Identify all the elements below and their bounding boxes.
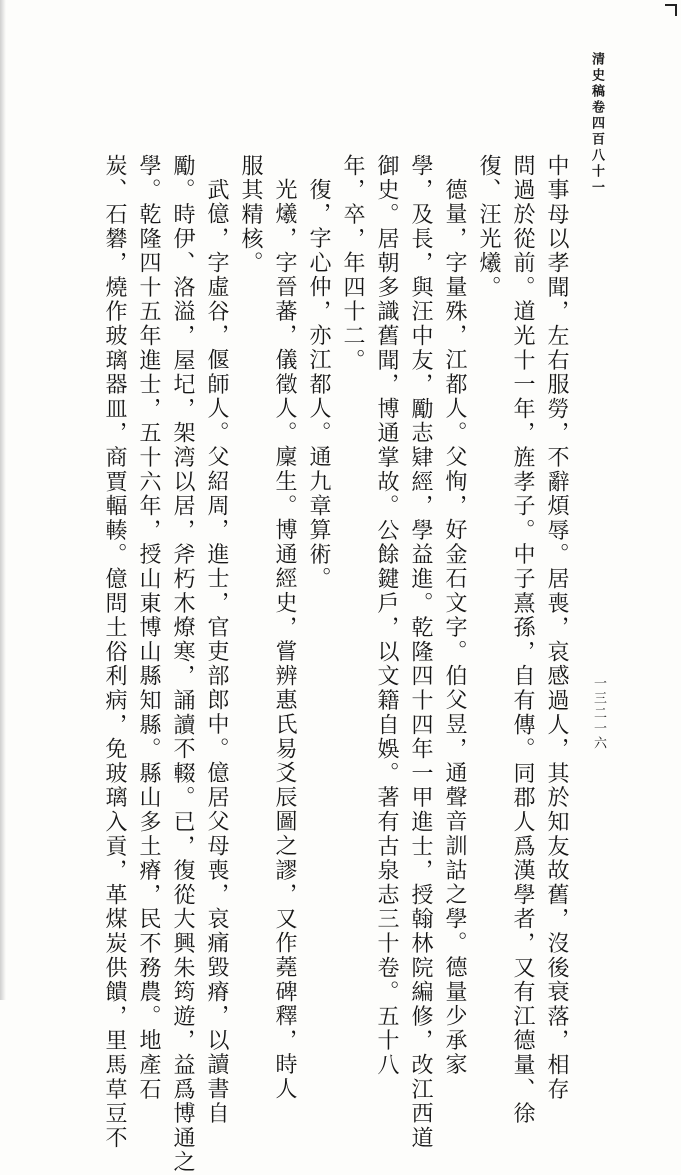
text-column-2: 問過於從前。道光十一年，旌孝子。中子熹孫，自有傳。同郡人爲漢學者，又有江德量、徐 [510, 154, 535, 1126]
text-column-3: 復、汪光爔。 [476, 154, 501, 300]
text-column-1: 中事母以孝聞，左右服勞，不辭煩辱。居喪，哀感過人，其於知友故舊，沒後衰落，相存 [544, 154, 569, 1102]
corner-mark [665, 4, 677, 16]
text-column-9: 光爔，字晉蕃，儀徵人。廩生。博通經史，嘗辨惠氏易爻辰圖之謬，又作蕘碑釋，時人 [272, 178, 297, 1102]
text-column-7: 年，卒，年四十二。 [340, 154, 365, 373]
text-column-12: 勵。時伊、洛溢，屋圮，架湾以居，斧朽木燎寒，誦讀不輟。已，復從大興朱筠遊，益爲博通之 [170, 154, 195, 1175]
text-column-5: 學，及長，與汪中友，勵志肄經，學益進。乾隆四十四年一甲進士，授翰林院編修，改江西道 [408, 154, 433, 1151]
page-number: 一三二一六 [591, 676, 606, 751]
text-column-14: 炭、石礬，燒作玻璃器皿，商賈輻輳。億問土俗利病，免玻璃入貢，革煤炭供饋，里馬草豆不 [102, 154, 127, 1151]
text-column-13: 學。乾隆四十五年進士，五十六年，授山東博山縣知縣。縣山多土瘠，民不務農。地產石 [136, 154, 161, 1102]
running-header-title: 清史稿卷四百八十一 [589, 52, 604, 196]
text-column-8: 復，字心仲，亦江都人。通九章算術。 [306, 178, 331, 592]
scan-shadow [0, 0, 6, 1000]
text-column-4: 德量，字量殊，江都人。父恂，好金石文字。伯父昱，通聲音訓詁之學。德量少承家 [442, 178, 467, 1078]
text-column-10: 服其精核。 [238, 154, 263, 276]
text-column-11: 武億，字虛谷，偃師人。父紹周，進士，官吏部郎中。億居父母喪，哀痛毀瘠，以讀書自 [204, 178, 229, 1126]
text-column-6: 御史。居朝多識舊聞，博通掌故。公餘鍵戶，以文籍自娛。著有古泉志三十卷。五十八 [374, 154, 399, 1078]
